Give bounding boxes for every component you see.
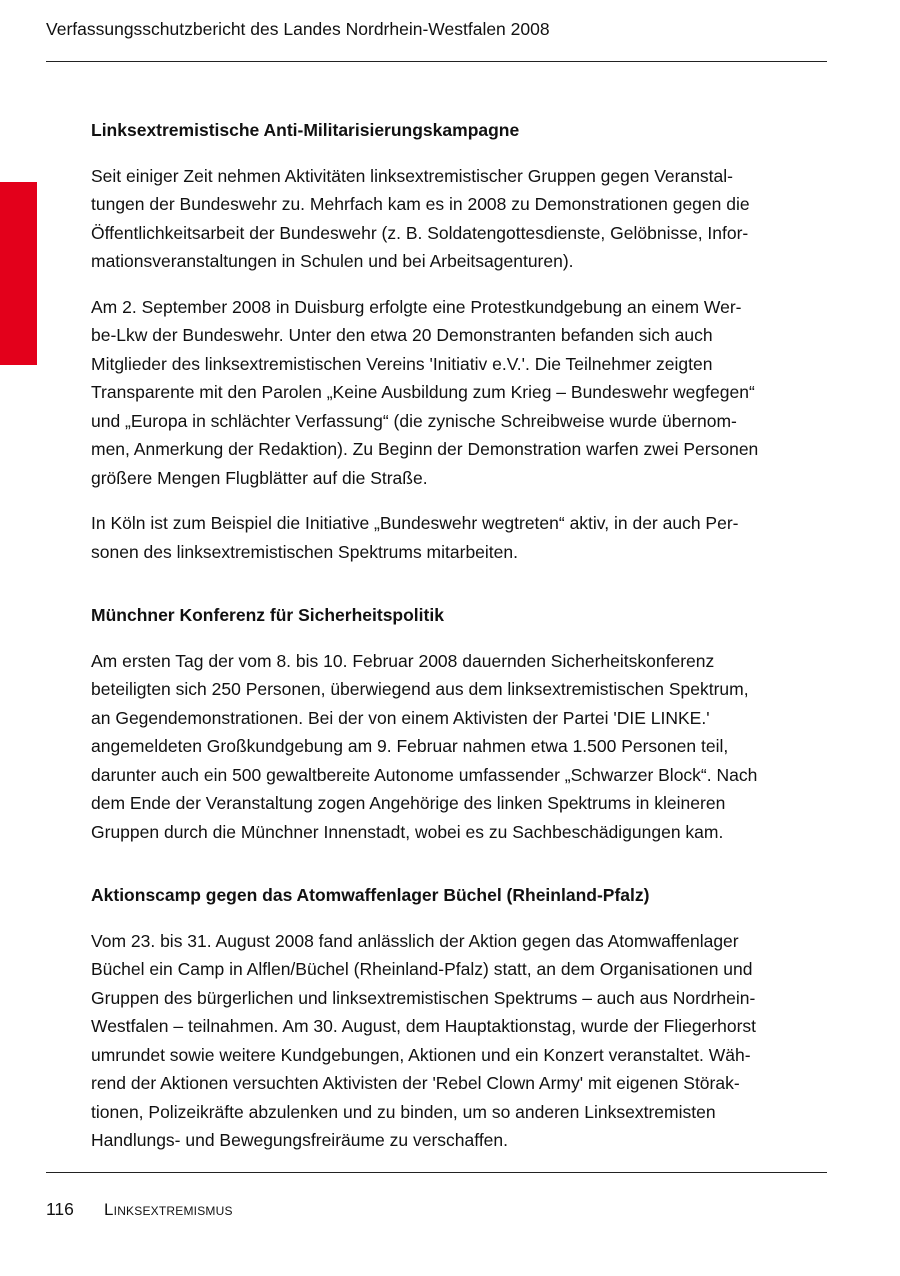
text-line: Transparente mit den Parolen „Keine Ausbildung zum Krieg – Bundeswehr wegfegen“: [91, 382, 755, 402]
section-heading: Münchner Konferenz für Sicherheitspolitik: [91, 605, 444, 625]
text-line: umrundet sowie weitere Kundgebungen, Aktionen und ein Konzert veranstaltet. Wäh-: [91, 1044, 751, 1065]
text-line: tungen der Bundeswehr zu. Mehrfach kam es in 2008 zu Demonstrationen gegen die: [91, 194, 750, 214]
text-line: Am 2. September 2008 in Duisburg erfolgte eine Protestkundgebung an einem Wer-: [91, 296, 742, 317]
paragraph: [91, 162, 831, 276]
text-line: Seit einiger Zeit nehmen Aktivitäten linksextremistischer Gruppen gegen Veranstal-: [91, 165, 733, 186]
footer-section-title: Linksextremismus: [104, 1200, 233, 1219]
main-content: [91, 116, 831, 1155]
text-line: mationsveranstaltungen in Schulen und bei Arbeitsagenturen).: [91, 251, 574, 271]
text-line: dem Ende der Veranstaltung zogen Angehörige des linken Spektrums in kleineren: [91, 793, 726, 813]
text-line: beteiligten sich 250 Personen, überwiegend aus dem linksextremistischen Spektrum,: [91, 679, 749, 699]
text-line: be-Lkw der Bundeswehr. Unter den etwa 20 Demonstranten befanden sich auch: [91, 325, 713, 345]
text-line: Handlungs- und Bewegungsfreiräume zu verschaffen.: [91, 1130, 509, 1150]
header-rule: [46, 61, 827, 62]
text-line: Gruppen des bürgerlichen und linksextremistischen Spektrums – auch aus Nordrhein-: [91, 987, 756, 1008]
running-header: Verfassungsschutzbericht des Landes Nordrhein-Westfalen 2008: [46, 19, 550, 39]
text-line: an Gegendemonstrationen. Bei der von einem Aktivisten der Partei 'DIE LINKE.': [91, 707, 710, 728]
text-line: In Köln ist zum Beispiel die Initiative „Bundeswehr wegtreten“ aktiv, in der auch Per-: [91, 513, 739, 533]
footer-rule: [46, 1172, 827, 1173]
text-line: Mitglieder des linksextremistischen Vereins 'Initiativ e.V.'. Die Teilnehmer zeigten: [91, 353, 713, 374]
text-line: Westfalen – teilnahmen. Am 30. August, dem Hauptaktionstag, wurde der Fliegerhorst: [91, 1016, 757, 1036]
text-line: angemeldeten Großkundgebung am 9. Februar nahmen etwa 1.500 Personen teil,: [91, 736, 729, 756]
paragraph: [91, 927, 831, 1155]
text-line: Öffentlichkeitsarbeit der Bundeswehr (z. B. Soldatengottesdienste, Gelöbnisse, Infor-: [91, 222, 749, 243]
chapter-marker: [0, 182, 37, 365]
text-line: sonen des linksextremistischen Spektrums mitarbeiten.: [91, 541, 518, 562]
text-line: Gruppen durch die Münchner Innenstadt, wobei es zu Sachbeschädigungen kam.: [91, 821, 724, 842]
text-line: Am ersten Tag der vom 8. bis 10. Februar 2008 dauernden Sicherheitskonferenz: [91, 650, 715, 671]
paragraph: [91, 509, 831, 566]
page-number: 116: [46, 1199, 74, 1219]
text-line: Büchel ein Camp in Alflen/Büchel (Rheinland-Pfalz) statt, an dem Organisationen und: [91, 959, 753, 979]
text-line: rend der Aktionen versuchten Aktivisten der 'Rebel Clown Army' mit eigenen Störak-: [91, 1073, 740, 1093]
text-line: Vom 23. bis 31. August 2008 fand anlässlich der Aktion gegen das Atomwaffenlager: [91, 930, 739, 951]
text-line: größere Mengen Flugblätter auf die Straße.: [91, 467, 428, 488]
section-heading: Linksextremistische Anti-Militarisierungskampagne: [91, 120, 520, 140]
text-line: tionen, Polizeikräfte abzulenken und zu binden, um so anderen Linksextremisten: [91, 1101, 716, 1122]
text-line: und „Europa in schlächter Verfassung“ (die zynische Schreibweise wurde übernom-: [91, 410, 737, 431]
text-line: men, Anmerkung der Redaktion). Zu Beginn der Demonstration warfen zwei Personen: [91, 439, 759, 459]
paragraph: [91, 647, 831, 847]
text-line: darunter auch ein 500 gewaltbereite Autonome umfassender „Schwarzer Block“. Nach: [91, 764, 758, 785]
paragraph: [91, 293, 831, 493]
section-heading: Aktionscamp gegen das Atomwaffenlager Büchel (Rheinland-Pfalz): [91, 885, 650, 905]
